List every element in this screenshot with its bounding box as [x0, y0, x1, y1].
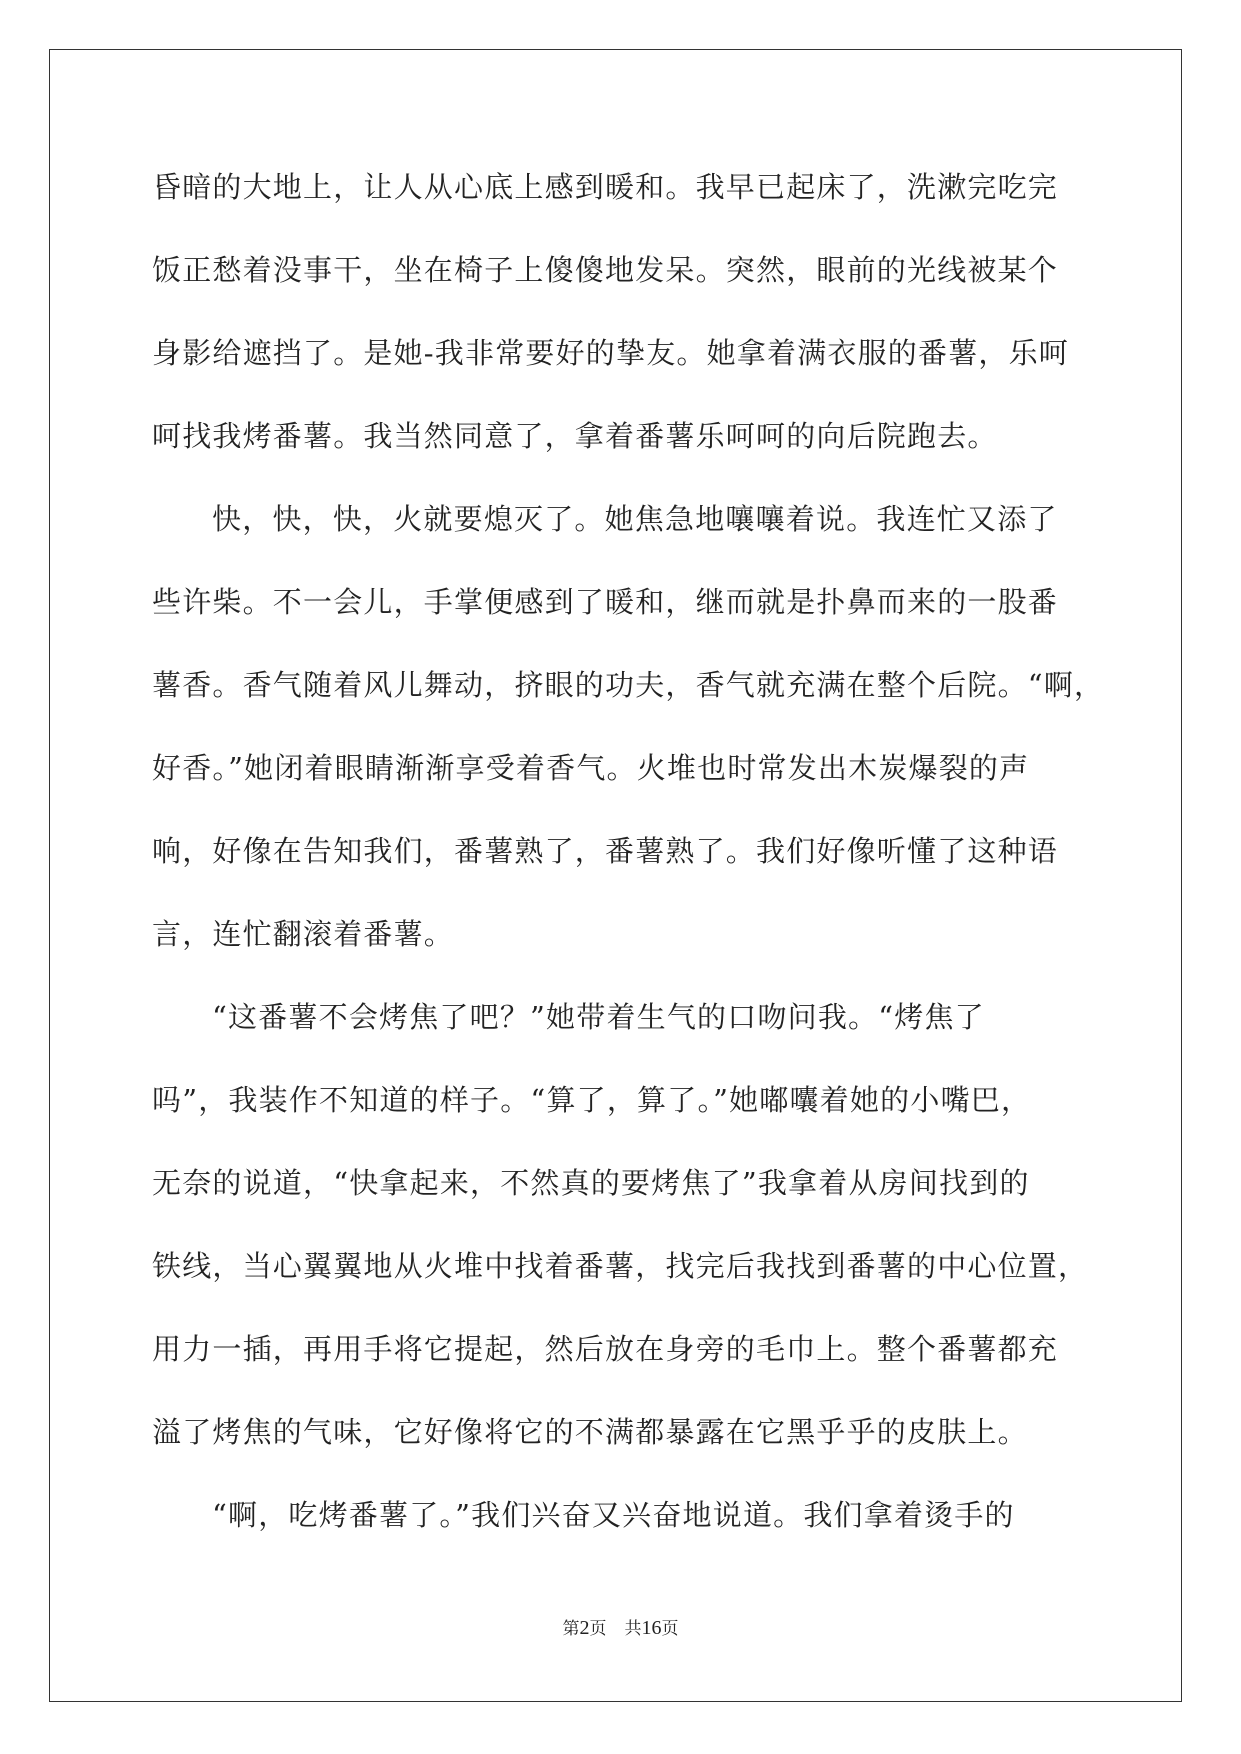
footer-total-suffix: 页 — [661, 1619, 679, 1639]
text-line: 无奈的说道，“快拿起来，不然真的要烤焦了”我拿着从房间找到的 — [152, 1166, 1030, 1200]
document-body — [152, 162, 1105, 1573]
text-line: 响，好像在告知我们，番薯熟了，番薯熟了。我们好像听懂了这种语 — [152, 834, 1059, 868]
footer-total-pages: 16 — [641, 1617, 662, 1639]
text-line: 用力一插，再用手将它提起，然后放在身旁的毛巾上。整个番薯都充 — [152, 1332, 1059, 1366]
text-line: 快，快，快，火就要熄灭了。她焦急地嚷嚷着说。我连忙又添了 — [212, 502, 1058, 536]
text-line: 溢了烤焦的气味，它好像将它的不满都暴露在它黑乎乎的皮肤上。 — [152, 1415, 1028, 1449]
footer-prefix: 第 — [562, 1619, 580, 1639]
footer-total-prefix: 共 — [624, 1619, 642, 1639]
page-footer — [0, 1614, 1241, 1640]
text-line: 呵找我烤番薯。我当然同意了，拿着番薯乐呵呵的向后院跑去。 — [152, 419, 998, 453]
text-line: “啊，吃烤番薯了。”我们兴奋又兴奋地说道。我们拿着烫手的 — [212, 1498, 1015, 1532]
text-line: 昏暗的大地上，让人从心底上感到暖和。我早已起床了，洗漱完吃完 — [152, 170, 1059, 204]
text-line: 铁线，当心翼翼地从火堆中找着番薯，找完后我找到番薯的中心位置， — [152, 1249, 1089, 1283]
text-line: 些许柴。不一会儿，手掌便感到了暖和，继而就是扑鼻而来的一股番 — [152, 585, 1059, 619]
footer-page-number: 2 — [579, 1617, 590, 1639]
text-line: “这番薯不会烤焦了吧？”她带着生气的口吻问我。“烤焦了 — [212, 1000, 985, 1034]
text-line: 薯香。香气随着风儿舞动，挤眼的功夫，香气就充满在整个后院。“啊， — [152, 668, 1105, 702]
text-line: 身影给遮挡了。是她-我非常要好的挚友。她拿着满衣服的番薯，乐呵 — [152, 336, 1070, 370]
text-line: 好香。”她闭着眼睛渐渐享受着香气。火堆也时常发出木炭爆裂的声 — [152, 751, 1030, 785]
footer-page-suffix: 页 — [589, 1619, 607, 1639]
text-line: 吗”，我装作不知道的样子。“算了，算了。”她嘟囔着她的小嘴巴， — [152, 1083, 1032, 1117]
text-line: 言，连忙翻滚着番薯。 — [152, 917, 455, 951]
text-line: 饭正愁着没事干，坐在椅子上傻傻地发呆。突然，眼前的光线被某个 — [152, 253, 1059, 287]
